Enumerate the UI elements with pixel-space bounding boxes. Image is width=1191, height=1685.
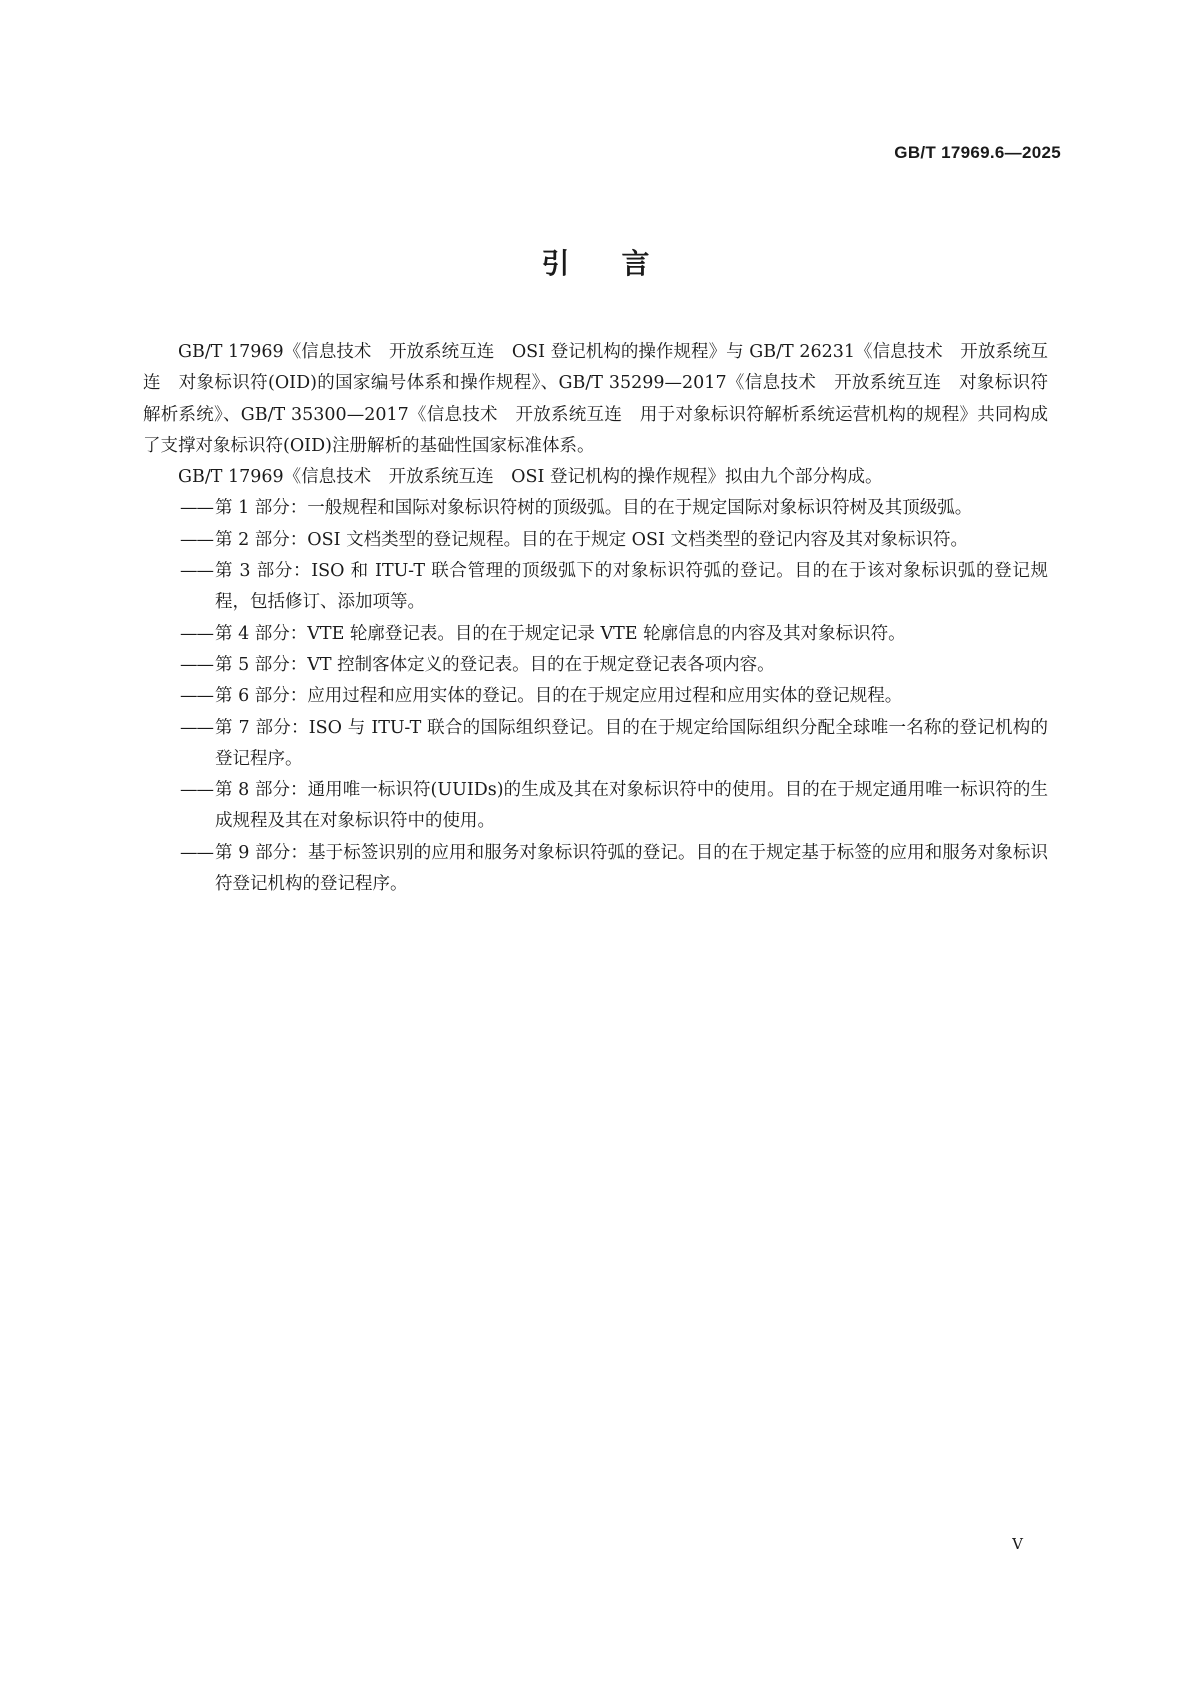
list-dash: ——	[180, 780, 213, 801]
part-text: 第 5 部分：VT 控制客体定义的登记表。目的在于规定登记表各项内容。	[215, 654, 775, 675]
list-dash: ——	[180, 654, 213, 675]
list-dash: ——	[180, 717, 213, 738]
part-text: 第 3 部分：ISO 和 ITU-T 联合管理的顶级弧下的对象标识符弧的登记。目的在于该对象标识弧的登记规程，包括修订、添加项等。	[215, 561, 1048, 613]
intro-paragraph: GB/T 17969《信息技术 开放系统互连 OSI 登记机构的操作规程》拟由九个部分构成。	[178, 467, 883, 488]
parts-list	[143, 493, 1048, 900]
part-text: 第 7 部分：ISO 与 ITU-T 联合的国际组织登记。目的在于规定给国际组织分配全球唯一名称的登记机构的登记程序。	[215, 717, 1048, 769]
part-text: 第 8 部分：通用唯一标识符(UUIDs)的生成及其在对象标识符中的使用。目的在于规定通用唯一标识符的生成规程及其在对象标识符中的使用。	[215, 780, 1048, 832]
part-item	[143, 493, 1048, 524]
list-dash: ——	[180, 529, 213, 550]
list-dash: ——	[180, 498, 213, 519]
part-item	[143, 556, 1048, 619]
page-title: 引言	[541, 247, 702, 280]
part-text: 第 1 部分：一般规程和国际对象标识符树的顶级弧。目的在于规定国际对象标识符树及其顶级弧。	[215, 498, 973, 519]
part-item	[143, 838, 1048, 901]
list-dash: ——	[180, 561, 213, 582]
part-item	[143, 619, 1048, 650]
part-item	[143, 650, 1048, 681]
intro-paragraph: GB/T 17969《信息技术 开放系统互连 OSI 登记机构的操作规程》与 GB/T 26231《信息技术 开放系统互连 对象标识符(OID)的国家编号体系和操作规程》、GB/T 35299—2017《信息技术 开放系统互连 对象标识符解析系统》、GB/T 35300—2017《信息技术 开放系统互连 用于对象标识符解析系统运营机构的规程》共同构成了支撑对象标识符(OID)注册解析的基础性国家标准体系。	[143, 342, 1048, 456]
list-dash: ——	[180, 686, 213, 707]
part-item	[143, 775, 1048, 838]
part-item	[143, 681, 1048, 712]
part-item	[143, 525, 1048, 556]
part-text: 第 6 部分：应用过程和应用实体的登记。目的在于规定应用过程和应用实体的登记规程。	[215, 686, 903, 707]
part-item	[143, 713, 1048, 776]
page-number: V	[1012, 1535, 1023, 1553]
list-dash: ——	[180, 842, 213, 863]
part-text: 第 9 部分：基于标签识别的应用和服务对象标识符弧的登记。目的在于规定基于标签的应用和服务对象标识符登记机构的登记程序。	[215, 842, 1048, 895]
part-text: 第 4 部分：VTE 轮廓登记表。目的在于规定记录 VTE 轮廓信息的内容及其对象标识符。	[215, 623, 906, 644]
introduction-body	[143, 337, 1048, 900]
standard-code: GB/T 17969.6—2025	[894, 143, 1061, 162]
list-dash: ——	[180, 623, 213, 644]
part-text: 第 2 部分：OSI 文档类型的登记规程。目的在于规定 OSI 文档类型的登记内容及其对象标识符。	[215, 529, 968, 550]
